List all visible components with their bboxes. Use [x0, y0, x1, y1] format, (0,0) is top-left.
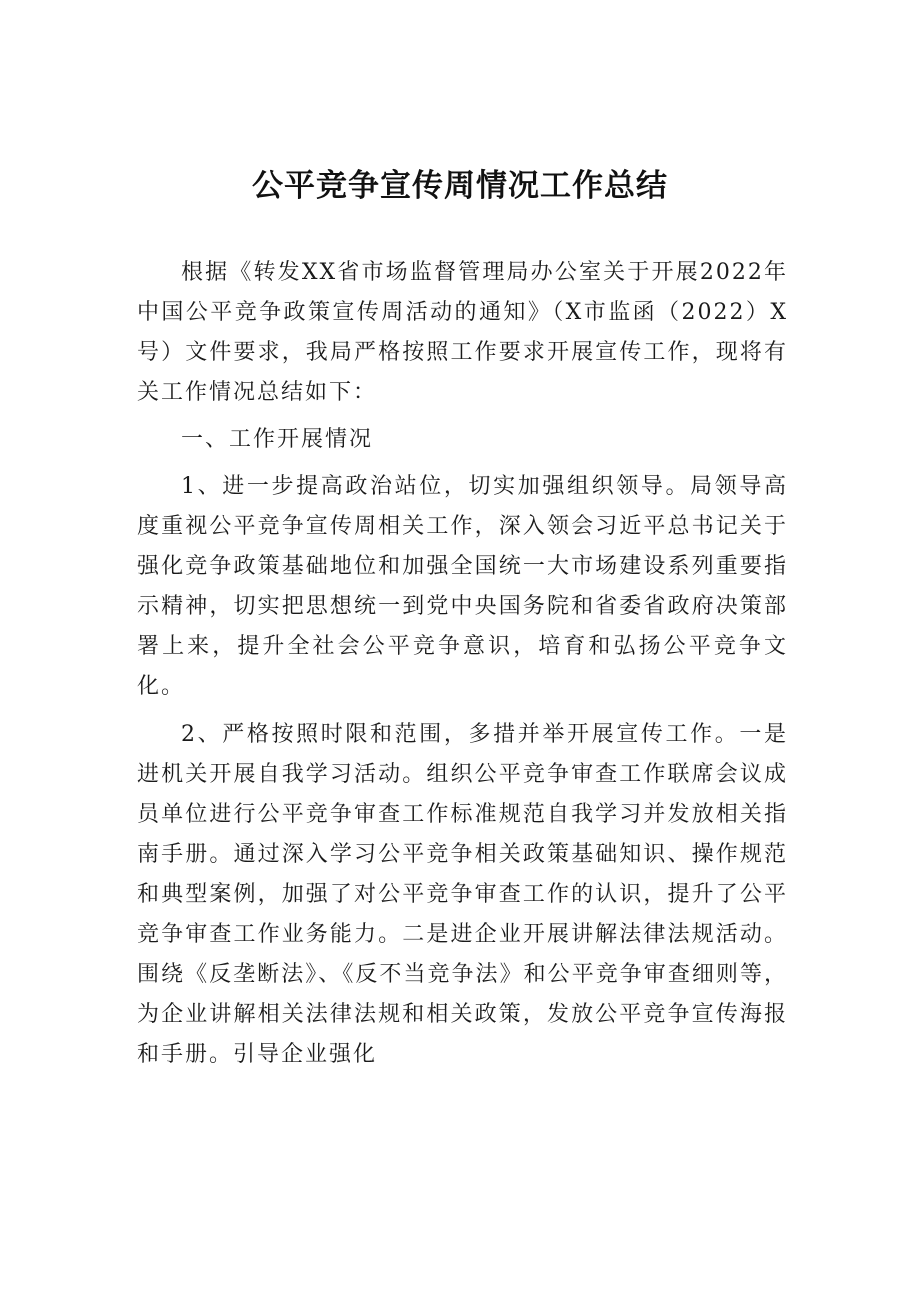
- paragraph-1: 1、进一步提高政治站位，切实加强组织领导。局领导高度重视公平竞争宣传周相关工作，深入领会习近平总书记关于强化竞争政策基础地位和加强全国统一大市场建设系列重要指示精神，切实把思想统一到党中央国务院和省委省政府决策部署上来，提升全社会公平竞争意识，培育和弘扬公平竞争文化。: [137, 474, 788, 699]
- paragraph-gap: [137, 413, 788, 420]
- paragraph-2: 2、严格按照时限和范围，多措并举开展宣传工作。一是进机关开展自我学习活动。组织公平竞争审查工作联席会议成员单位进行公平竞争审查工作标准规范自我学习并发放相关指南手册。通过深入学习公平竞争相关政策基础知识、操作规范和典型案例，加强了对公平竞争审查工作的认识，提升了公平竞争审查工作业务能力。二是进企业开展讲解法律法规活动。围绕《反垄断法》、《反不当竞争法》和公平竞争审查细则等，为企业讲解相关法律法规和相关政策，发放公平竞争宣传海报和手册。引导企业强化: [137, 722, 788, 1067]
- document-title: 公平竞争宣传周情况工作总结: [252, 168, 668, 204]
- section-heading: 一、工作开展情况: [181, 427, 374, 452]
- paragraph-gap: [137, 707, 788, 715]
- paragraph-gap: [137, 460, 788, 467]
- intro-paragraph: 根据《转发XX省市场监督管理局办公室关于开展2022年中国公平竞争政策宣传周活动的通知》（X市监函（2022）X号）文件要求，我局严格按照工作要求开展宣传工作，现将有关工作情况总结如下：: [137, 260, 788, 405]
- document-body: [137, 253, 788, 1075]
